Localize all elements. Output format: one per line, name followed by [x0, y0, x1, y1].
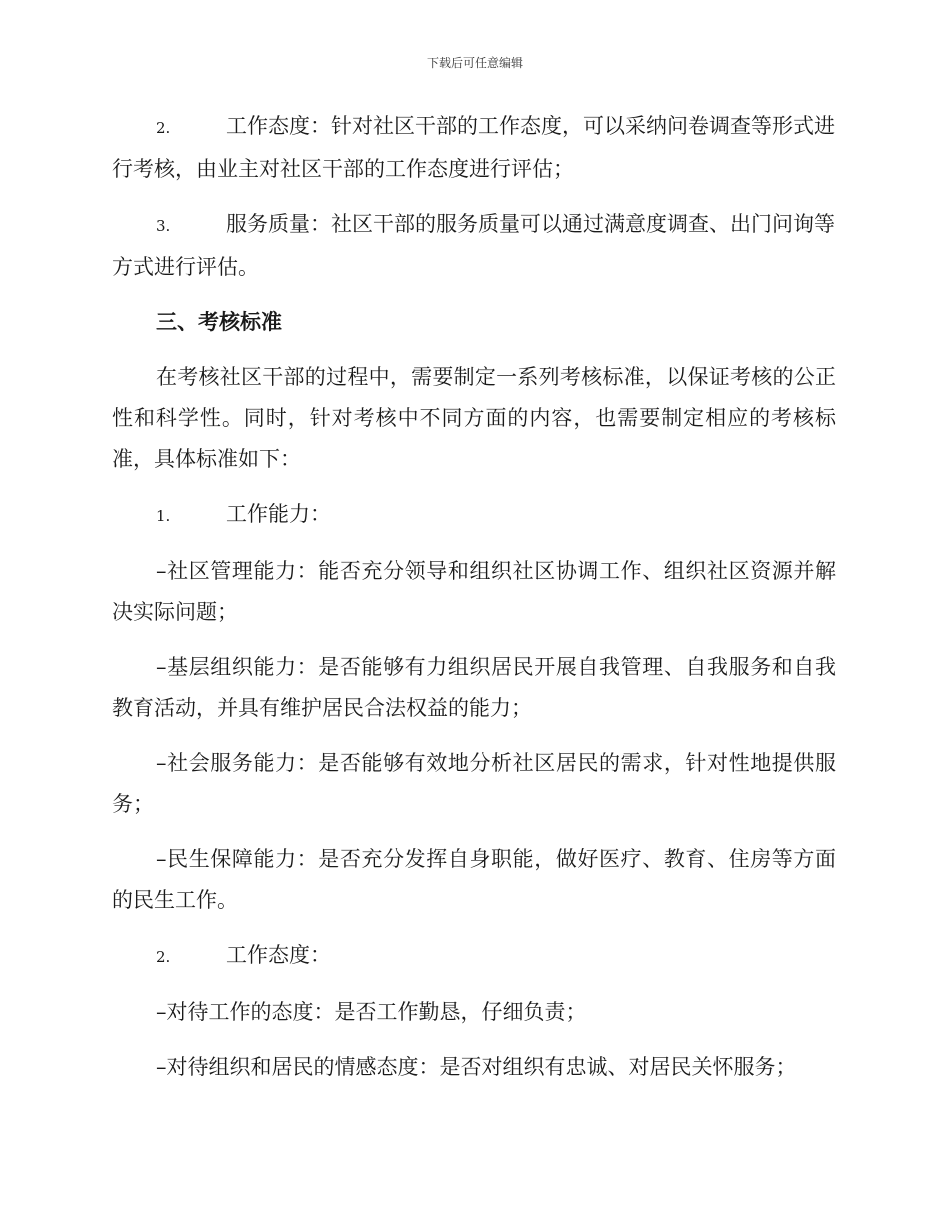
item-number: 2. — [156, 948, 171, 966]
page-header: 下载后可任意编辑 — [426, 56, 523, 70]
item-title: 工作能力： — [226, 502, 331, 526]
numbered-heading-attitude — [112, 935, 836, 978]
item-title: 工作态度： — [226, 943, 331, 967]
intro-paragraph: 在考核社区干部的过程中，需要制定一系列考核标准，以保证考核的公正性和科学性。同时，针对考核中不同方面的内容，也需要制定相应的考核标准，具体标准如下： — [112, 365, 836, 471]
item-number: 3. — [156, 217, 171, 235]
item-text: 工作态度：针对社区干部的工作态度，可以采纳问卷调查等形式进行考核，由业主对社区干部的工作态度进行评估； — [112, 114, 835, 181]
item-number: 1. — [156, 507, 171, 525]
item-number: 2. — [156, 119, 171, 137]
list-item: –基层组织能力：是否能够有力组织居民开展自我管理、自我服务和自我教育活动，并具有维护居民合法权益的能力； — [112, 655, 836, 720]
numbered-heading-ability — [112, 494, 836, 537]
list-item: –民生保障能力：是否充分发挥自身职能，做好医疗、教育、住房等方面的民生工作。 — [112, 847, 836, 912]
list-item: –对待组织和居民的情感态度：是否对组织有忠诚、对居民关怀服务； — [156, 1055, 797, 1079]
numbered-paragraph-attitude-eval — [112, 106, 836, 190]
item-text: 服务质量：社区干部的服务质量可以通过满意度调查、出门问询等方式进行评估。 — [112, 212, 835, 279]
document-body — [112, 106, 836, 1102]
list-item: –社区管理能力：能否充分领导和组织社区协调工作、组织社区资源并解决实际问题； — [112, 559, 836, 624]
list-item: –对待工作的态度：是否工作勤恳，仔细负责； — [156, 1000, 587, 1024]
section-heading: 三、考核标准 — [156, 310, 282, 334]
list-item: –社会服务能力：是否能够有效地分析社区居民的需求，针对性地提供服务； — [112, 751, 836, 816]
numbered-paragraph-service-quality — [112, 204, 836, 288]
